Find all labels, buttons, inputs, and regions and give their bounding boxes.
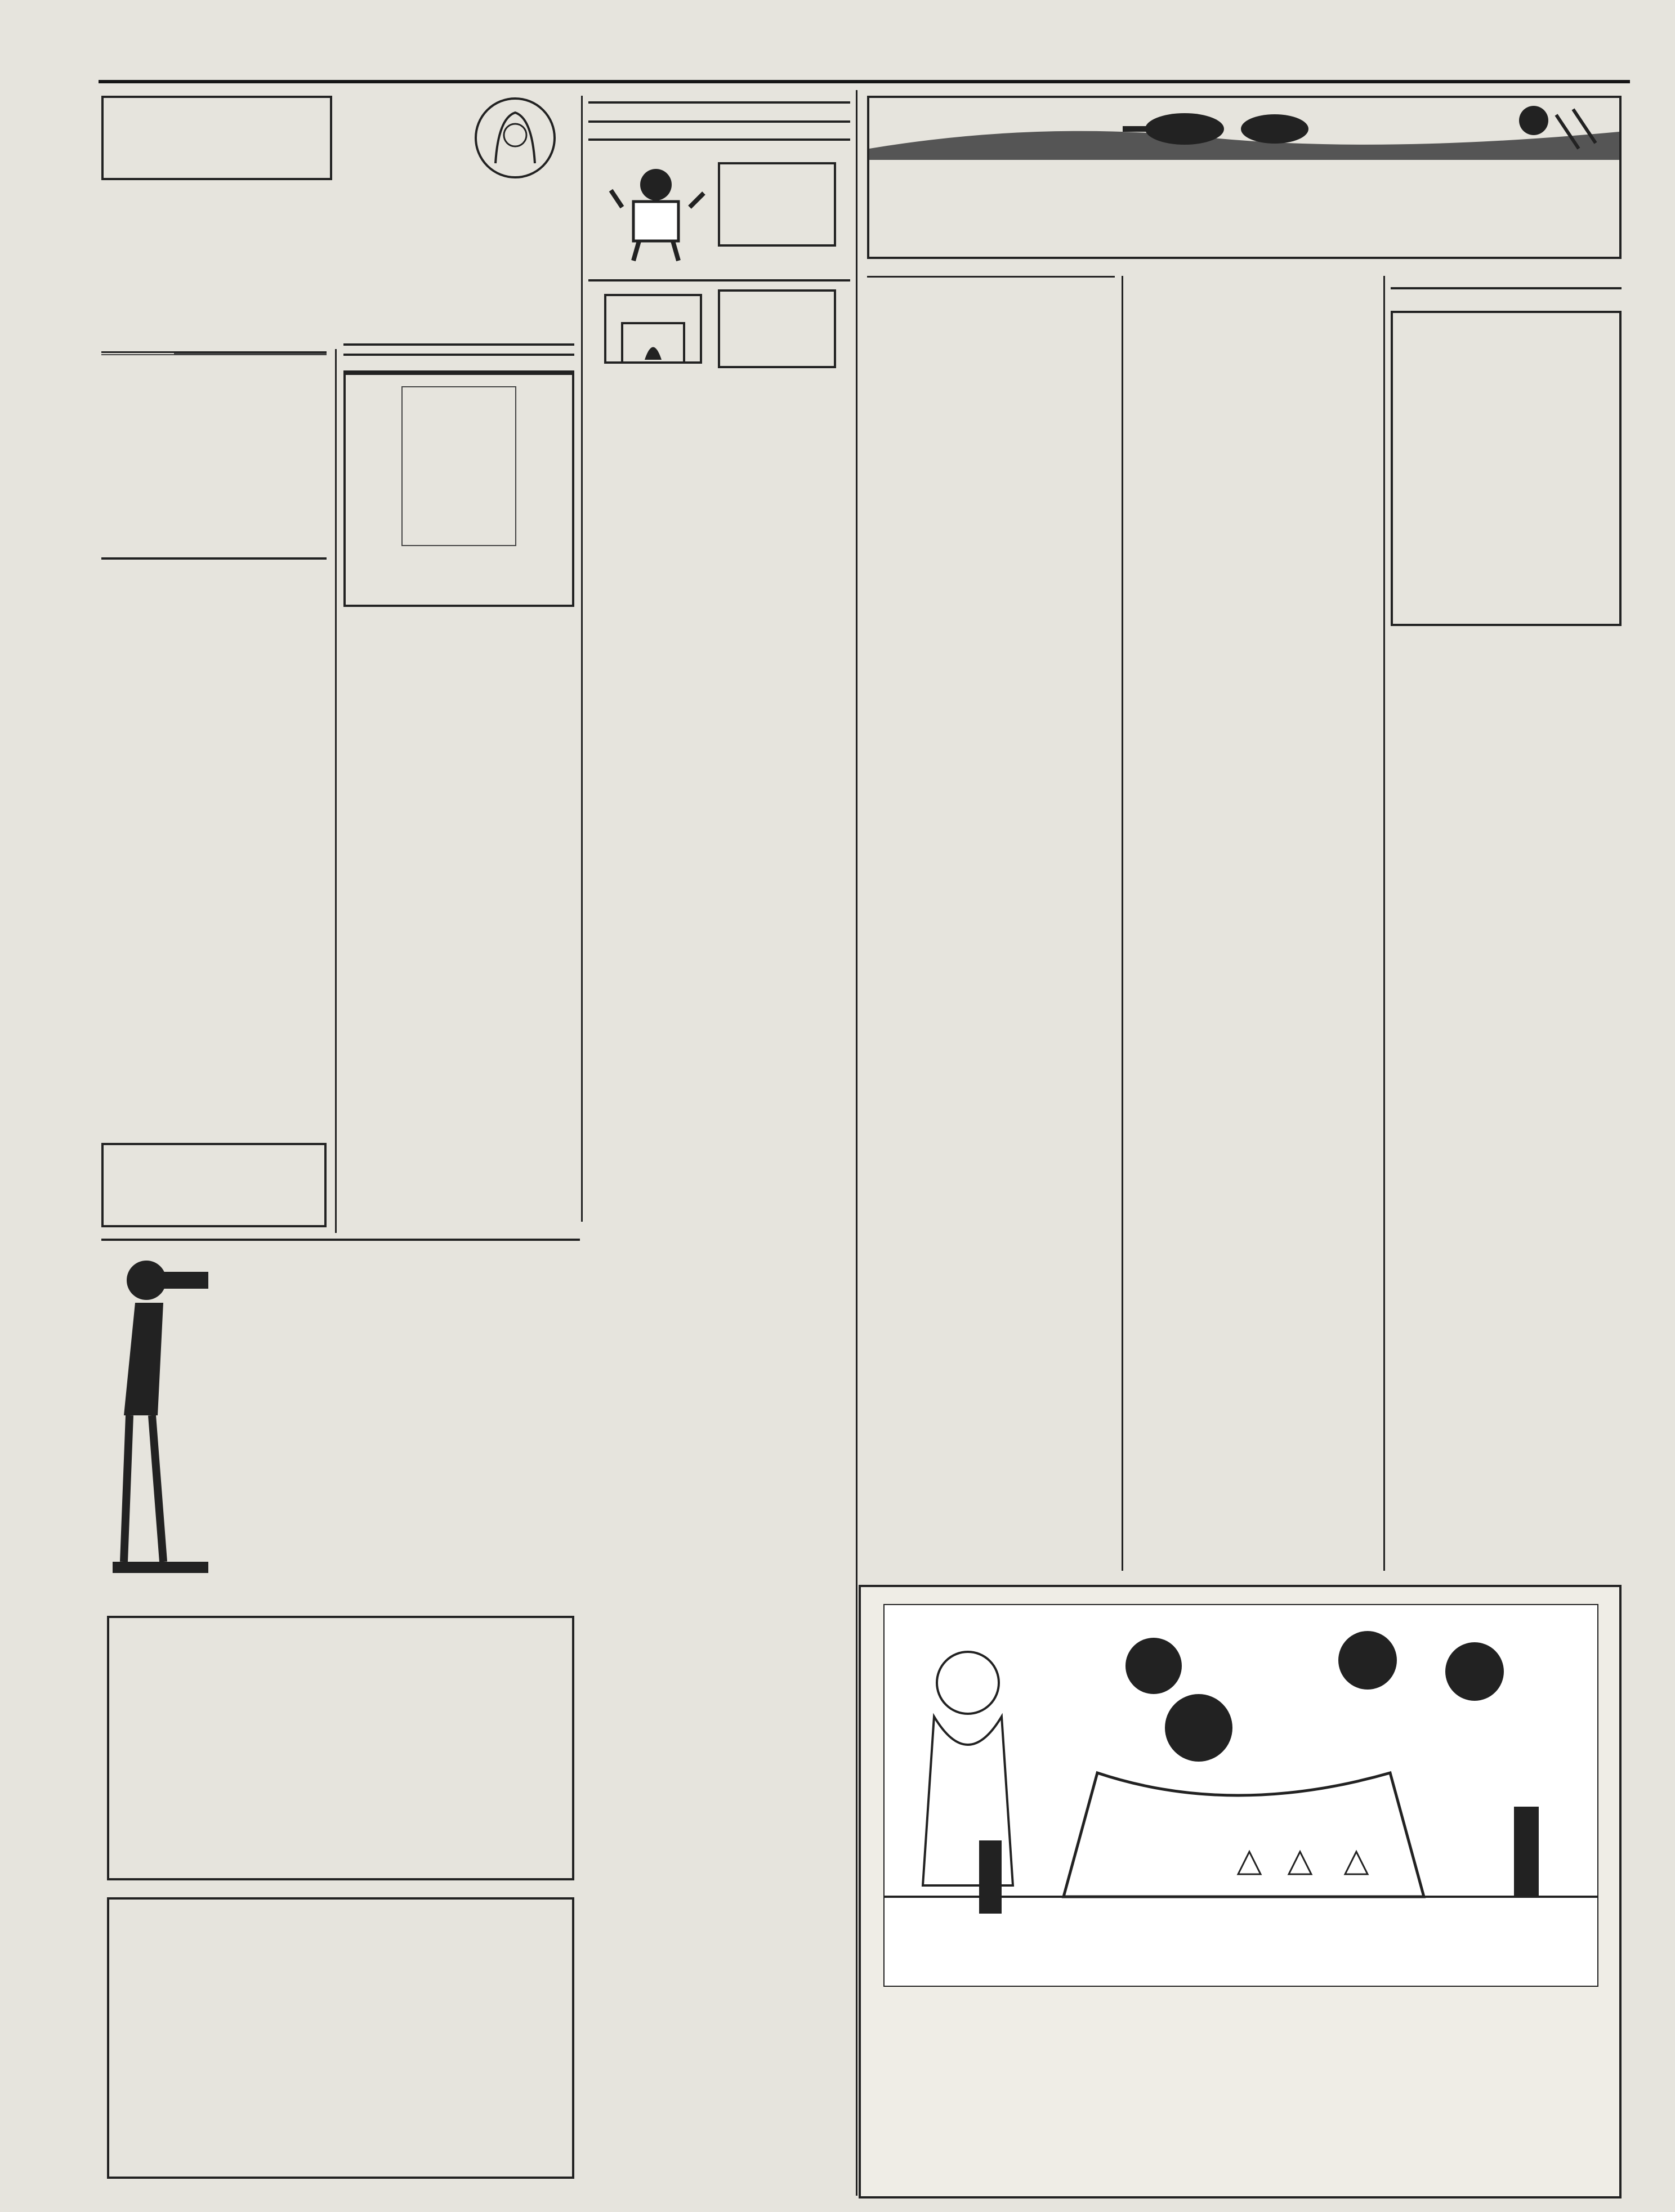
- indioloa-title: [867, 276, 1115, 278]
- rule-5: [1383, 276, 1385, 1571]
- deunak-title: [346, 373, 572, 375]
- domeck-ad: [859, 1585, 1622, 2198]
- drinkers-illustration: [883, 1604, 1598, 1987]
- egunaldiak-section: [101, 96, 580, 355]
- su-ondoan-section: [588, 279, 850, 374]
- argia-idaztiak: [588, 101, 850, 109]
- sukaldea-section: [588, 138, 850, 263]
- eliz-egutegia-title: [343, 343, 574, 346]
- sukaldea-title-box: [718, 162, 836, 247]
- tide-table: [101, 353, 327, 355]
- column-2: [343, 343, 574, 1233]
- su-ondoan-title-box: [718, 289, 836, 368]
- photographer-illustration: [101, 1246, 214, 1579]
- cook-illustration: [600, 151, 712, 263]
- rule-1: [335, 349, 337, 1233]
- farm-scene-illustration: [869, 98, 1619, 160]
- erbiti-ad: [107, 1616, 574, 1880]
- rule-4: [1122, 276, 1123, 1571]
- ongariak-ad: [107, 1897, 574, 2179]
- rule-3: [856, 90, 857, 2196]
- bisitak-block: [343, 354, 574, 360]
- column-3: [588, 90, 850, 2212]
- deunak-box: [343, 370, 574, 607]
- indioloa-section: [867, 276, 1115, 1554]
- galde-section: [1391, 287, 1622, 296]
- txistu-ad: [588, 120, 850, 138]
- sukaldea-header: [588, 151, 850, 263]
- etxekoandre-section: [1129, 276, 1377, 1571]
- itsasaldiak-title: [101, 349, 327, 353]
- fireplace-illustration: [600, 289, 707, 368]
- otzekoa-ad: [1391, 311, 1622, 626]
- su-ondoan-header: [588, 289, 850, 374]
- marin-ad: [101, 1143, 327, 1227]
- right-column: [1391, 276, 1622, 1571]
- nekazaritza-banner: [867, 96, 1622, 259]
- itsasaldiak-section: [101, 349, 327, 540]
- calendar-card: [401, 386, 516, 546]
- col-goizean: [175, 354, 253, 355]
- col-arratsaldean: [253, 354, 327, 355]
- madonna-illustration: [462, 96, 569, 180]
- ebanjelioa-section: [101, 557, 327, 1134]
- rule-2: [581, 96, 583, 1222]
- col-egunak: [101, 353, 175, 355]
- header-rule: [99, 80, 1630, 83]
- begira-ad: [101, 1239, 580, 1601]
